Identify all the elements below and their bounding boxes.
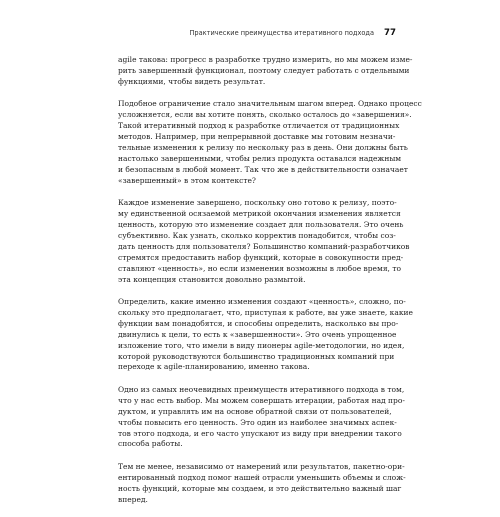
text-line: дать ценность для пользователя? Большинство компаний-разработчиков (118, 241, 410, 251)
text-line: и безопасным в любой момент. Так что же в действительности означает (118, 164, 408, 174)
text-line: вперед. (118, 494, 148, 504)
text-line: ставляют «ценность», но если изменения возможны в любое время, то (118, 263, 401, 273)
text-line: чтобы повысить его ценность. Это один из наиболее значимых аспек- (118, 417, 397, 427)
text-line: дуктом, и управлять им на основе обратной связи от пользователей, (118, 406, 392, 416)
text-line: «завершенный» в этом контексте? (118, 175, 256, 185)
text-line: функциями, чтобы видеть результат. (118, 76, 266, 86)
paragraph (118, 384, 405, 450)
body-text (118, 55, 422, 517)
running-header (118, 28, 396, 38)
text-line: эта концепция становится довольно размытой. (118, 274, 306, 284)
text-line: что у нас есть выбор. Мы можем совершать итерации, работая над про- (118, 395, 405, 405)
text-line: ентированный подход помог нашей отрасли уменьшить объемы и слож- (118, 472, 406, 482)
text-line: Одно из самых неочевидных преимуществ итеративного подхода в том, (118, 384, 405, 394)
text-line: субъективно. Как узнать, сколько корректив понадобится, чтобы соз- (118, 230, 396, 240)
text-line: способа работы. (118, 439, 183, 449)
text-line: Подобное ограничение стало значительным шагом вперед. Однако процесс (118, 99, 422, 109)
text-line: переходе к agile-планированию, именно такова. (118, 362, 310, 372)
text-line: методов. Например, при непрерывной доставке мы готовим незначи- (118, 132, 396, 142)
text-line: рить завершенный функционал, поэтому следует работать с отдельными (118, 65, 410, 75)
text-line: стремятся предоставить набор функций, которые в совокупности пред- (118, 252, 404, 262)
text-line: скольку это предполагает, что, приступая к работе, вы уже знаете, какие (118, 307, 413, 317)
text-line: Определить, какие именно изменения создают «ценность», сложно, по- (118, 297, 406, 306)
text-line: тов этого подхода, и его часто упускают из виду при внедрении такого (118, 428, 402, 438)
text-line: усложняется, если вы хотите понять, сколько осталось до «завершения». (118, 110, 412, 120)
text-line: тельные изменения к релизу по нескольку раз в день. Они должны быть (118, 142, 408, 152)
text-line: которой руководствуются большинство традиционных компаний при (118, 351, 395, 361)
text-line: Тем не менее, независимо от намерений или результатов, пакетно-ори- (118, 461, 405, 471)
text-line: Такой итеративный подход к разработке отличается от традиционных (118, 121, 400, 131)
text-line: изложение того, что имели в виду пионеры agile-методологии, но идея, (118, 340, 405, 350)
paragraph (118, 99, 422, 186)
page-number: 77 (384, 28, 396, 38)
text-line: ценность, которую это изменение создает для пользователя. Это очень (118, 219, 404, 229)
running-header-title: Практические преимущества итеративного подхода (189, 29, 375, 37)
text-line: двинулись к цели, то есть к «завершенности». Это очень упрощенное (118, 329, 397, 339)
paragraph (118, 55, 413, 88)
paragraph (118, 461, 406, 506)
text-line: му единственной осязаемой метрикой окончания изменения является (118, 209, 401, 219)
paragraph (118, 198, 410, 285)
text-line: настолько завершенными, чтобы релиз продукта оставался надежным (118, 153, 402, 163)
text-line: Каждое изменение завершено, поскольку оно готово к релизу, поэто- (118, 198, 397, 208)
text-line: функции вам понадобятся, и способны определить, насколько вы про- (118, 318, 399, 328)
text-line: ность функций, которые мы создаем, и это действительно важный шаг (118, 483, 402, 493)
text-line: agile такова: прогресс в разработке трудно измерить, но мы можем изме- (118, 55, 413, 64)
paragraph (118, 297, 413, 373)
